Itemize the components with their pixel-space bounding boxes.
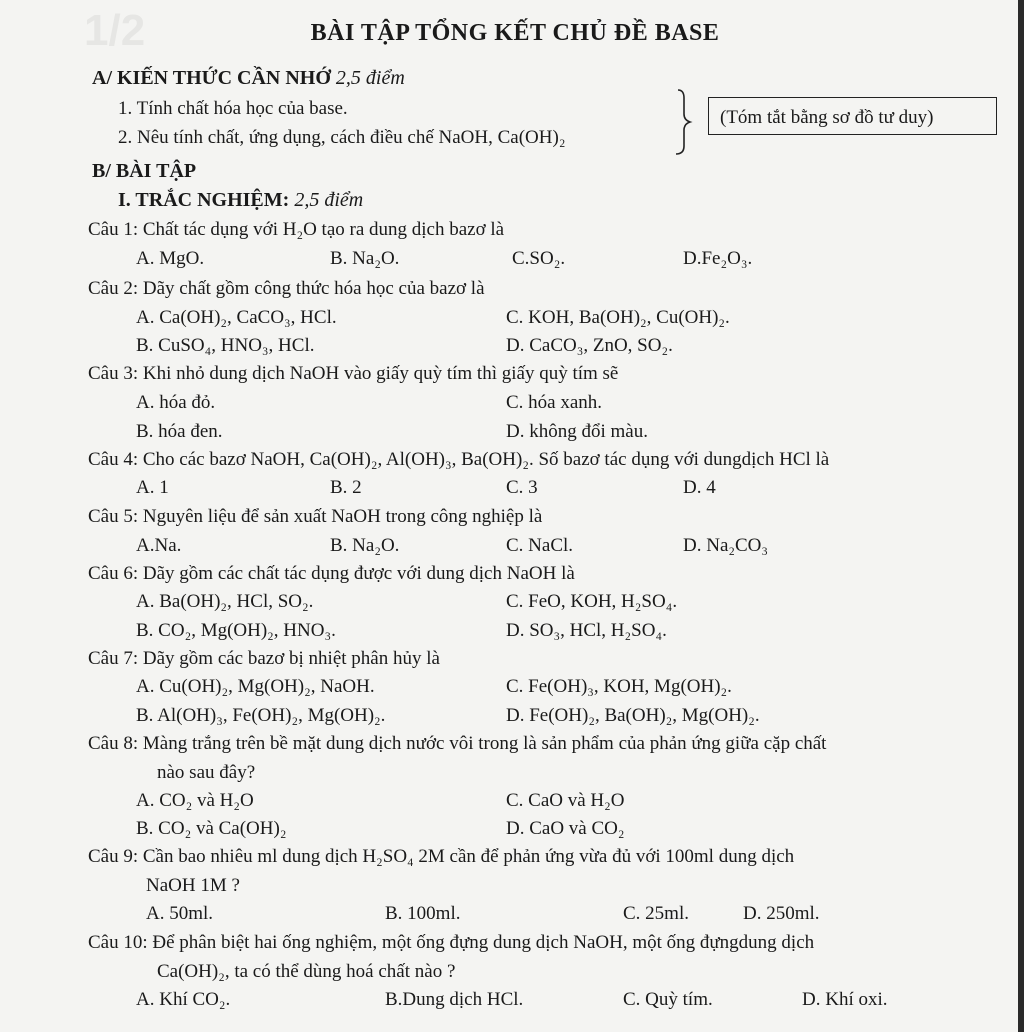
question-3-option-d: D. không đổi màu. [506, 421, 648, 442]
question-5-option-c: C. NaCl. [506, 535, 574, 556]
question-1-option-a: A. MgO. [136, 248, 205, 269]
question-2-option-b: B. CuSO₄, HNO₃, HCl. [136, 335, 315, 356]
question-4-option-d: D. 4 [683, 477, 716, 498]
question-4-option-b: B. 2 [330, 477, 362, 498]
question-9-option-c: C. 25ml. [623, 903, 689, 924]
summary-box-text: (Tóm tắt bằng sơ đồ tư duy) [720, 107, 934, 128]
question-3-stem: Câu 3: Khi nhỏ dung dịch NaOH vào giấy quỳ tím thì giấy quỳ tím sẽ [88, 363, 619, 384]
page-title: BÀI TẬP TỔNG KẾT CHỦ ĐỀ BASE [310, 20, 720, 46]
question-5-option-d: D. Na₂CO₃ [683, 535, 769, 556]
question-2-option-d: D. CaCO₃, ZnO, SO₂. [506, 335, 673, 356]
question-1-option-b: B. Na₂O. [330, 248, 400, 269]
question-8-option-a: A. CO₂ và H₂O [136, 790, 254, 811]
question-6-option-d: D. SO₃, HCl, H₂SO₄. [506, 620, 667, 641]
question-7-option-a: A. Cu(OH)₂, Mg(OH)₂, NaOH. [136, 676, 375, 697]
question-7-stem: Câu 7: Dãy gồm các bazơ bị nhiệt phân hủy là [88, 648, 440, 669]
section-a-score: 2,5 điểm [335, 67, 405, 89]
question-1-option-d: D.Fe₂O₃. [683, 248, 753, 269]
question-3-option-b: B. hóa đen. [136, 421, 223, 442]
page-watermark: 1/2 [84, 6, 146, 55]
part-i-score: 2,5 điểm [294, 189, 364, 211]
knowledge-item-1: 1. Tính chất hóa học của base. [118, 98, 348, 119]
question-9-option-d: D. 250ml. [743, 903, 820, 924]
question-2-option-c: C. KOH, Ba(OH)₂, Cu(OH)₂. [506, 307, 730, 328]
part-i-heading [118, 190, 363, 210]
question-2-stem: Câu 2: Dãy chất gồm công thức hóa học của bazơ là [88, 278, 485, 299]
question-5-option-b: B. Na₂O. [330, 535, 400, 556]
question-4-option-c: C. 3 [506, 477, 538, 498]
question-10-stem: Câu 10: Để phân biệt hai ống nghiệm, một ống đựng dung dịch NaOH, một ống đựngdung dịch [88, 932, 815, 953]
question-10-stem-cont: Ca(OH)₂, ta có thể dùng hoá chất nào ? [157, 961, 456, 982]
question-8-option-b: B. CO₂ và Ca(OH)₂ [136, 818, 287, 839]
question-9-stem: Câu 9: Cần bao nhiêu ml dung dịch H₂SO₄ 2M cần để phản ứng vừa đủ với 100ml dung dịch [88, 846, 795, 867]
question-1-stem: Câu 1: Chất tác dụng với H₂O tạo ra dung dịch bazơ là [88, 219, 505, 240]
question-3-option-c: C. hóa xanh. [506, 392, 603, 413]
section-a-label: A/ KIẾN THỨC CẦN NHỚ [92, 67, 331, 89]
question-6-option-a: A. Ba(OH)₂, HCl, SO₂. [136, 591, 314, 612]
question-9-option-b: B. 100ml. [385, 903, 461, 924]
question-10-option-d: D. Khí oxi. [802, 989, 888, 1010]
question-8-option-d: D. CaO và CO₂ [506, 818, 625, 839]
question-7-option-d: D. Fe(OH)₂, Ba(OH)₂, Mg(OH)₂. [506, 705, 760, 726]
question-4-stem: Câu 4: Cho các bazơ NaOH, Ca(OH)₂, Al(OH)₃, Ba(OH)₂. Số bazơ tác dụng với dungdịch HCl là [88, 449, 830, 470]
right-brace-icon [672, 86, 698, 158]
question-8-option-c: C. CaO và H₂O [506, 790, 625, 811]
question-8-stem-cont: nào sau đây? [157, 762, 256, 783]
question-10-option-c: C. Quỳ tím. [623, 989, 713, 1010]
page-edge-shadow [1018, 0, 1024, 1032]
question-7-option-b: B. Al(OH)₃, Fe(OH)₂, Mg(OH)₂. [136, 705, 386, 726]
question-7-option-c: C. Fe(OH)₃, KOH, Mg(OH)₂. [506, 676, 732, 697]
knowledge-item-2: 2. Nêu tính chất, ứng dụng, cách điều chế NaOH, Ca(OH)₂ [118, 127, 566, 148]
question-6-stem: Câu 6: Dãy gồm các chất tác dụng được với dung dịch NaOH là [88, 563, 575, 584]
question-9-option-a: A. 50ml. [146, 903, 214, 924]
question-1-option-c: C.SO₂. [512, 248, 566, 269]
question-10-option-a: A. Khí CO₂. [136, 989, 231, 1010]
question-2-option-a: A. Ca(OH)₂, CaCO₃, HCl. [136, 307, 337, 328]
question-8-stem: Câu 8: Màng trắng trên bề mặt dung dịch nước vôi trong là sản phẩm của phản ứng giữa cặp chất [88, 733, 827, 754]
question-5-stem: Câu 5: Nguyên liệu để sản xuất NaOH trong công nghiệp là [88, 506, 543, 527]
question-9-stem-cont: NaOH 1M ? [146, 875, 240, 896]
section-a-heading [92, 68, 405, 88]
question-6-option-c: C. FeO, KOH, H₂SO₄. [506, 591, 678, 612]
question-10-option-b: B.Dung dịch HCl. [385, 989, 524, 1010]
question-4-option-a: A. 1 [136, 477, 169, 498]
question-5-option-a: A.Na. [136, 535, 182, 556]
part-i-label: I. TRẮC NGHIỆM: [118, 189, 290, 211]
question-3-option-a: A. hóa đỏ. [136, 392, 216, 413]
section-b-heading: B/ BÀI TẬP [92, 160, 197, 182]
question-6-option-b: B. CO₂, Mg(OH)₂, HNO₃. [136, 620, 336, 641]
